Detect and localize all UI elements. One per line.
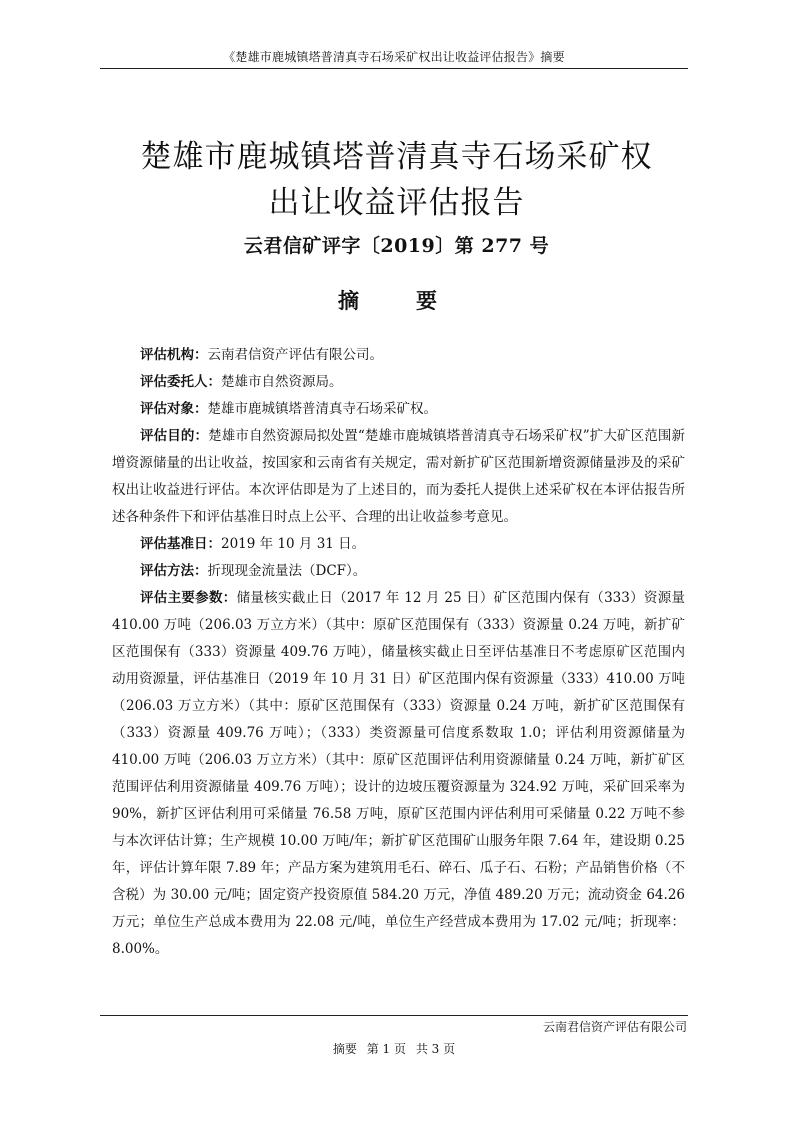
section-client bbox=[112, 369, 685, 396]
section-text: 楚雄市自然资源局。 bbox=[221, 374, 343, 390]
section-main-parameters bbox=[112, 585, 685, 963]
section-evaluation-object bbox=[112, 396, 685, 423]
section-label: 评估机构： bbox=[140, 347, 208, 363]
section-text: 折现现金流量法（DCF）。 bbox=[207, 563, 367, 579]
document-number: 云君信矿评字〔2019〕第 277 号 bbox=[243, 235, 550, 257]
section-text: 楚雄市自然资源局拟处置“楚雄市鹿城镇塔普清真寺石场采矿权”扩大矿区范围新增资源储量的出让收益，按国家和云南省有关规定，需对新扩矿区范围新增资源储量涉及的采矿权出让收益进行评估。本次评估即是为了上述目的，而为委托人提供上述采矿权在本评估报告所述各种条件下和评估基准日时点上公平、合理的出让收益参考意见。 bbox=[112, 428, 685, 525]
section-evaluation-agency bbox=[112, 342, 685, 369]
page-current: 第 1 页 bbox=[366, 1042, 406, 1056]
section-text: 云南君信资产评估有限公司。 bbox=[207, 347, 383, 363]
section-text: 楚雄市鹿城镇塔普清真寺石场采矿权。 bbox=[207, 401, 437, 417]
page-total: 共 3 页 bbox=[415, 1042, 456, 1056]
report-title-line-2: 出让收益评估报告 bbox=[268, 185, 525, 221]
running-header: 《楚雄市鹿城镇塔普清真寺石场采矿权出让收益评估报告》摘要 bbox=[223, 50, 565, 64]
section-label: 评估主要参数： bbox=[140, 590, 237, 606]
report-title-line-1: 楚雄市鹿城镇塔普清真寺石场采矿权 bbox=[140, 139, 653, 175]
page-label: 摘要 bbox=[332, 1042, 357, 1056]
section-label: 评估委托人： bbox=[140, 374, 221, 390]
section-evaluation-purpose bbox=[112, 423, 685, 531]
footer-company: 云南君信资产评估有限公司 bbox=[542, 1020, 687, 1034]
page-indicator bbox=[100, 1040, 688, 1057]
section-text: 储量核实截止日（2017 年 12 月 25 日）矿区范围内保有（333）资源量 410.00 万吨（206.03 万立方米）（其中：原矿区范围保有（333）资源量 0.24 万吨，新扩矿区范围保有（333）资源量 409.76 万吨），储量核实截止日至评估基准日不考虑原矿区范围内动用资源量，评估基准日（2019 年 10 月 31 日）矿区范围内保有资源量（333）410.00 万吨（206.03 万立方米）（其中：原矿区范围保有（333）资源量 0.24 万吨，新扩矿区范围保有（333）资源量 409.76 万吨）；（333）类资源量可信度系数取 1.0；评估利用资源储量为 410.00 万吨（206.03 万立方米）（其中：原矿区范围评估利用资源储量 0.24 万吨，新扩矿区范围评估利用资源储量 409.76 万吨）；设计的边坡压覆资源量为 324.92 万吨，采矿回采率为 90%，新扩区评估利用可采储量 76.58 万吨，原矿区范围内评估利用可采储量 0.22 万吨不参与本次评估计算；生产规模 10.00 万吨/年；新扩矿区范围矿山服务年限 7.64 年，建设期 0.25 年，评估计算年限 7.89 年；产品方案为建筑用毛石、碎石、瓜子石、石粉；产品销售价格（不含税）为 30.00 元/吨；固定资产投资原值 584.20 万元，净值 489.20 万元；流动资金 64.26 万元；单位生产总成本费用为 22.08 元/吨，单位生产经营成本费用为 17.02 元/吨；折现率：8.00%。 bbox=[112, 590, 686, 957]
section-label: 评估对象： bbox=[140, 401, 208, 417]
abstract-heading: 摘 要 bbox=[338, 288, 455, 313]
section-base-date bbox=[112, 531, 685, 558]
section-text: 2019 年 10 月 31 日。 bbox=[221, 536, 366, 552]
section-label: 评估目的： bbox=[140, 428, 209, 444]
abstract-body bbox=[112, 342, 685, 963]
footer-rule bbox=[100, 1015, 688, 1016]
section-label: 评估基准日： bbox=[140, 536, 221, 552]
section-evaluation-method bbox=[112, 558, 685, 585]
section-label: 评估方法： bbox=[140, 563, 208, 579]
header-rule bbox=[100, 68, 688, 69]
